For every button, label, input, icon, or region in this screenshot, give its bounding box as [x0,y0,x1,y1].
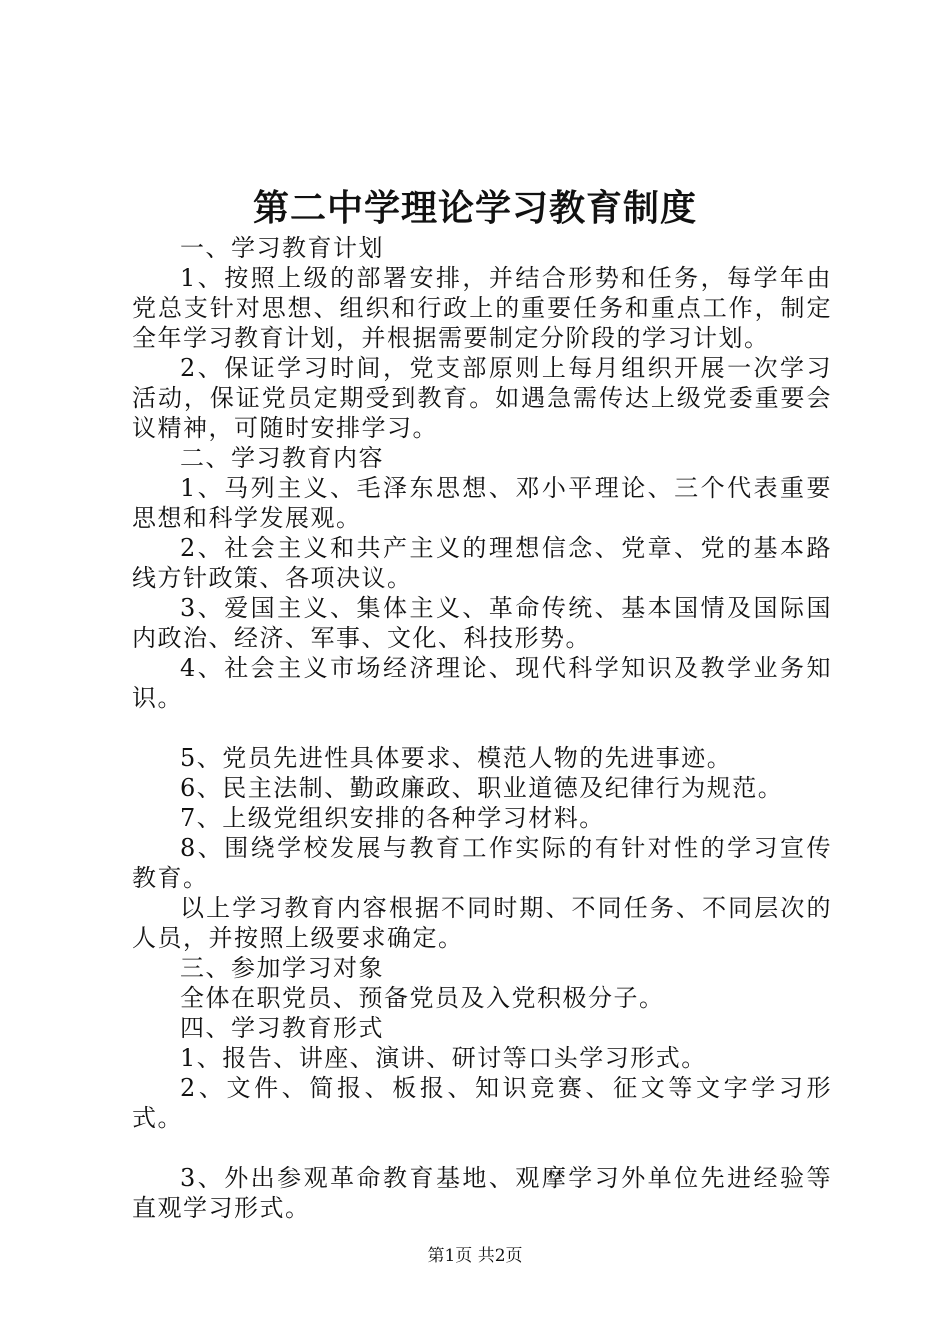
section-heading-forms: 四、学习教育形式 [180,1014,384,1042]
blank-line [132,713,832,743]
section-heading-plan: 一、学习教育计划 [180,234,384,262]
section-heading-participants: 三、参加学习对象 [180,954,384,982]
document-body [132,233,832,1223]
paragraph-content-4: 4、社会主义市场经济理论、现代科学知识及教学业务知识。 [132,654,832,712]
paragraph-plan-2: 2、保证学习时间，党支部原则上每月组织开展一次学习活动，保证党员定期受到教育。如遇急需传达上级党委重要会议精神，可随时安排学习。 [132,354,832,442]
paragraph-forms-3: 3、外出参观革命教育基地、观摩学习外单位先进经验等直观学习形式。 [132,1164,832,1222]
paragraph-content-1: 1、马列主义、毛泽东思想、邓小平理论、三个代表重要思想和科学发展观。 [132,474,832,532]
document-title: 第二中学理论学习教育制度 [252,187,697,229]
paragraph-forms-2: 2、文件、简报、板报、知识竞赛、征文等文字学习形式。 [132,1074,832,1132]
paragraph-forms-1: 1、报告、讲座、演讲、研讨等口头学习形式。 [180,1044,707,1072]
paragraph-content-5: 5、党员先进性具体要求、模范人物的先进事迹。 [180,744,733,772]
paragraph-content-8: 8、围绕学校发展与教育工作实际的有针对性的学习宣传教育。 [132,834,832,892]
paragraph-content-3: 3、爱国主义、集体主义、革命传统、基本国情及国际国内政治、经济、军事、文化、科技形势。 [132,594,832,652]
paragraph-content-summary: 以上学习教育内容根据不同时期、不同任务、不同层次的人员，并按照上级要求确定。 [132,894,832,952]
paragraph-content-2: 2、社会主义和共产主义的理想信念、党章、党的基本路线方针政策、各项决议。 [132,534,832,592]
paragraph-plan-1: 1、按照上级的部署安排，并结合形势和任务，每学年由党总支针对思想、组织和行政上的重要任务和重点工作，制定全年学习教育计划，并根据需要制定分阶段的学习计划。 [132,264,832,352]
section-heading-content: 二、学习教育内容 [180,444,384,472]
page-footer: 第1页 共2页 [427,1246,523,1266]
paragraph-content-6: 6、民主法制、勤政廉政、职业道德及纪律行为规范。 [180,774,784,802]
paragraph-content-7: 7、上级党组织安排的各种学习材料。 [180,804,605,832]
paragraph-participants: 全体在职党员、预备党员及入党积极分子。 [180,984,665,1012]
blank-line [132,1133,832,1163]
